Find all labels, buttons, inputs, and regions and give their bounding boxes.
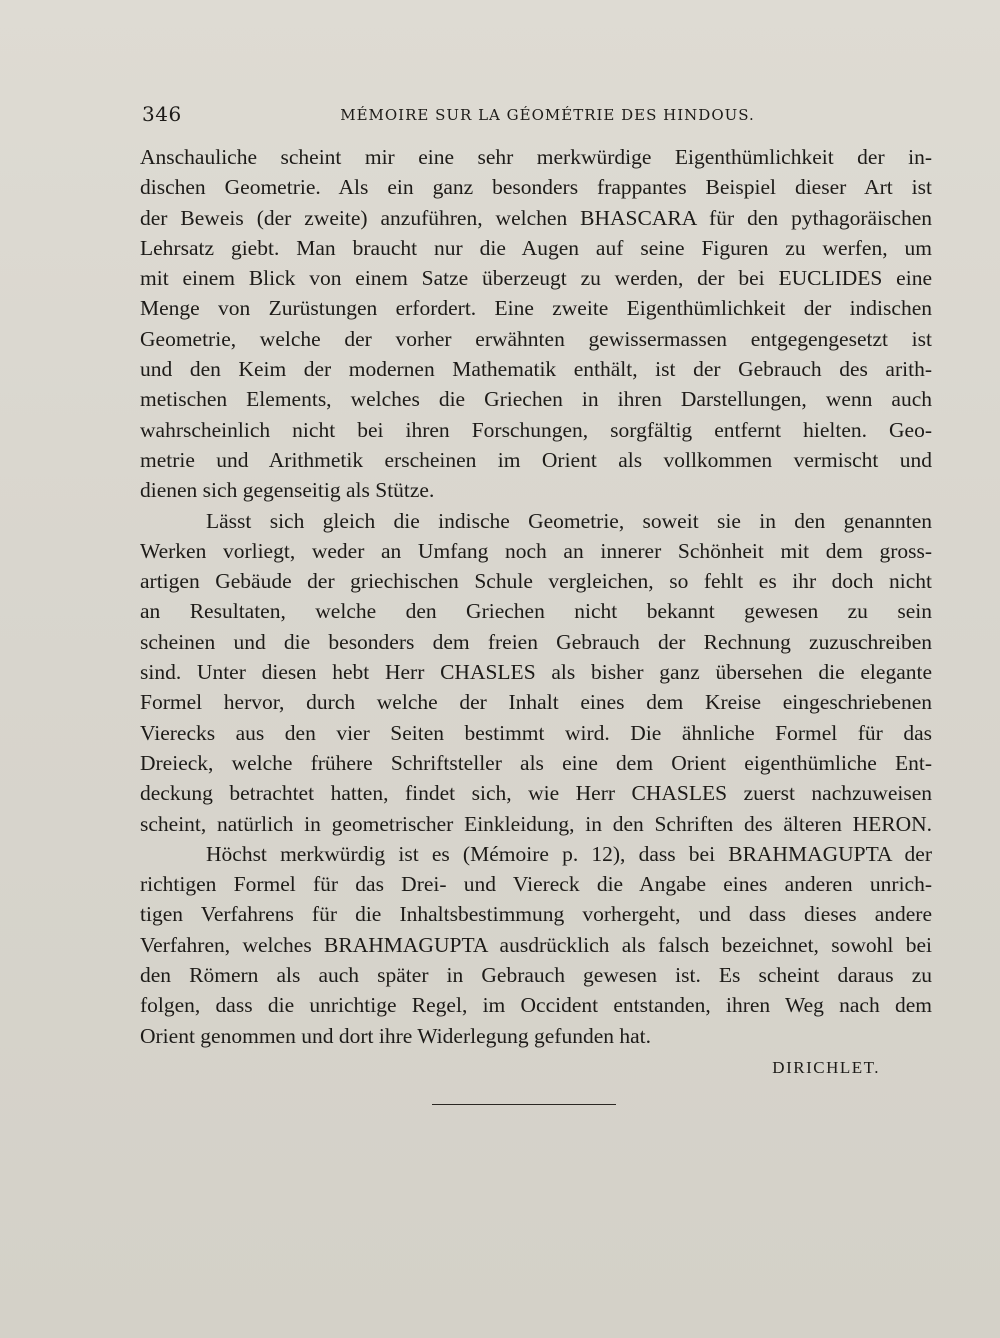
text-line: deckung betrachtet hatten, findet sich, wie Herr CHASLES zuerst nachzuweisen xyxy=(140,781,932,806)
text-line: scheint, natürlich in geometrischer Einkleidung, in den Schriften des älteren HERON. xyxy=(140,811,932,836)
text-line: tigen Verfahrens für die Inhaltsbestimmung vorhergeht, und dass dieses andere xyxy=(140,902,932,927)
text-line: Geometrie, welche der vorher erwähnten gewissermassen entgegengesetzt ist xyxy=(140,326,932,351)
text-line: richtigen Formel für das Drei- und Viereck die Angabe eines anderen unrich- xyxy=(140,872,932,897)
text-line: dienen sich gegenseitig als Stütze. xyxy=(140,478,435,503)
running-header xyxy=(140,98,935,132)
text-line: Höchst merkwürdig ist es (Mémoire p. 12), dass bei BRAHMAGUPTA der xyxy=(206,841,932,866)
text-line: metischen Elements, welches die Griechen in ihren Darstellungen, wenn auch xyxy=(140,387,932,412)
page-number: 346 xyxy=(142,102,182,126)
text-line: der Beweis (der zweite) anzuführen, welchen BHASCARA für den pythagoräischen xyxy=(140,205,932,230)
text-line: scheinen und die besonders dem freien Gebrauch der Rechnung zuzuschreiben xyxy=(140,629,932,654)
text-line: Anschauliche scheint mir eine sehr merkwürdige Eigenthümlichkeit der in- xyxy=(140,145,932,169)
running-title: MÉMOIRE SUR LA GÉOMÉTRIE DES HINDOUS. xyxy=(340,106,755,124)
text-line: mit einem Blick von einem Satze überzeugt zu werden, der bei EUCLIDES eine xyxy=(140,266,932,291)
text-line: dischen Geometrie. Als ein ganz besonders frappantes Beispiel dieser Art ist xyxy=(140,175,932,200)
text-line: Werken vorliegt, weder an Umfang noch an innerer Schönheit mit dem gross- xyxy=(140,538,932,563)
closing-rule xyxy=(432,1104,616,1105)
text-line: Vierecks aus den vier Seiten bestimmt wird. Die ähnliche Formel für das xyxy=(140,720,932,745)
text-line: Menge von Zurüstungen erfordert. Eine zweite Eigenthümlichkeit der indischen xyxy=(140,296,932,321)
body-text xyxy=(140,142,932,1051)
text-line: den Römern als auch später in Gebrauch gewesen ist. Es scheint daraus zu xyxy=(140,963,932,988)
text-line: Lässt sich gleich die indische Geometrie, soweit sie in den genannten xyxy=(206,508,932,533)
author-signature: DIRICHLET. xyxy=(772,1058,880,1077)
text-line: Verfahren, welches BRAHMAGUPTA ausdrücklich als falsch bezeichnet, sowohl bei xyxy=(140,932,932,957)
text-line: sind. Unter diesen hebt Herr CHASLES als bisher ganz übersehen die elegante xyxy=(140,660,932,685)
text-line: Lehrsatz giebt. Man braucht nur die Augen auf seine Figuren zu werfen, um xyxy=(140,235,932,260)
text-line: und den Keim der modernen Mathematik enthält, ist der Gebrauch des arith- xyxy=(140,357,932,382)
text-line: an Resultaten, welche den Griechen nicht bekannt gewesen zu sein xyxy=(140,599,932,624)
text-line: Formel hervor, durch welche der Inhalt eines dem Kreise eingeschriebenen xyxy=(140,690,932,715)
text-line: Orient genommen und dort ihre Widerlegung gefunden hat. xyxy=(140,1023,652,1048)
text-line: folgen, dass die unrichtige Regel, im Occident entstanden, ihren Weg nach dem xyxy=(140,993,932,1018)
text-line: metrie und Arithmetik erscheinen im Orient als vollkommen vermischt und xyxy=(140,447,932,472)
text-line: Dreieck, welche frühere Schriftsteller als eine dem Orient eigenthümliche Ent- xyxy=(140,750,932,775)
text-line: wahrscheinlich nicht bei ihren Forschungen, sorgfältig entfernt hielten. Geo- xyxy=(140,417,932,442)
text-line: artigen Gebäude der griechischen Schule vergleichen, so fehlt es ihr doch nicht xyxy=(140,569,932,594)
